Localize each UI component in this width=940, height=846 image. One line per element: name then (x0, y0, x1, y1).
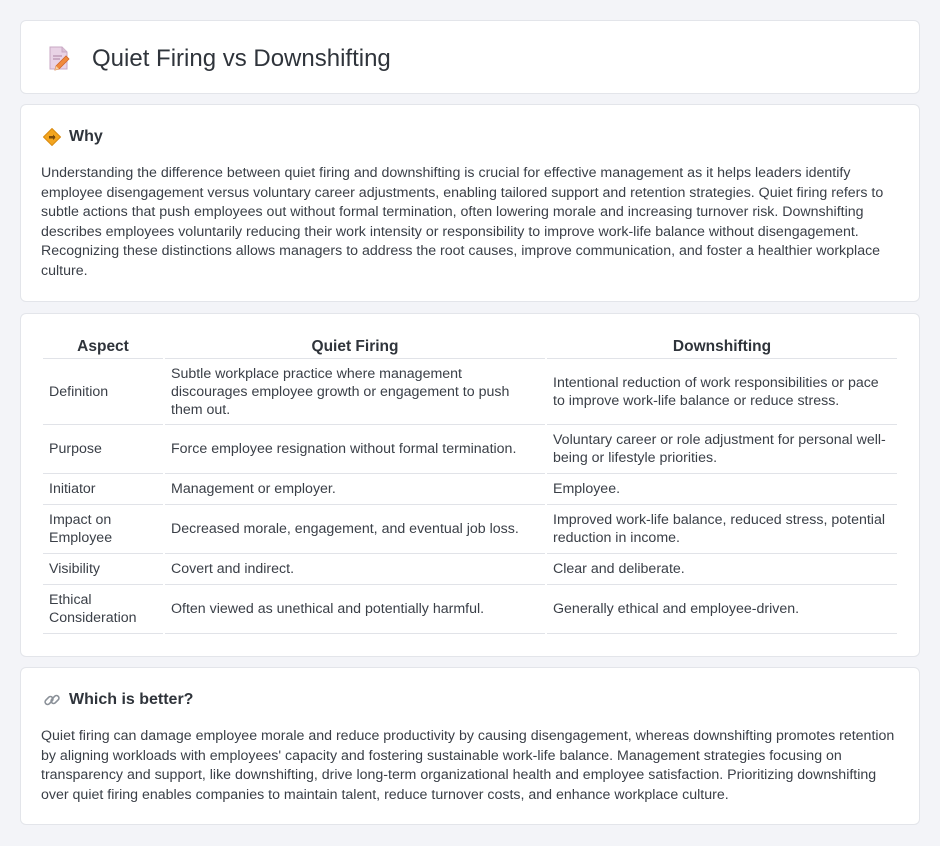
table-row (43, 425, 897, 474)
why-heading (43, 127, 103, 147)
column-header-downshifting: Downshifting (547, 334, 897, 359)
table-row (43, 585, 897, 634)
aspect-cell: Purpose (43, 425, 163, 474)
diamond-sign-icon (43, 128, 61, 146)
link-icon (43, 691, 61, 709)
header-card (20, 20, 920, 94)
quiet-firing-cell: Decreased morale, engagement, and eventual job loss. (165, 505, 545, 554)
table-row (43, 474, 897, 505)
aspect-cell: Definition (43, 359, 163, 425)
downshifting-cell: Generally ethical and employee-driven. (547, 585, 897, 634)
quiet-firing-cell: Often viewed as unethical and potentially harmful. (165, 585, 545, 634)
downshifting-cell: Improved work-life balance, reduced stress, potential reduction in income. (547, 505, 897, 554)
aspect-cell: Initiator (43, 474, 163, 505)
downshifting-cell: Clear and deliberate. (547, 554, 897, 585)
column-header-quiet-firing: Quiet Firing (165, 334, 545, 359)
table-row (43, 505, 897, 554)
page-title: Quiet Firing vs Downshifting (92, 45, 391, 72)
why-text: Understanding the difference between quiet firing and downshifting is crucial for effective management as it helps leaders identify employee disengagement versus voluntary career adjustments, enabling tailored support and retention strategies. Quiet firing refers to subtle actions that push employees out without formal termination, often lowering morale and increasing turnover risk. Downshifting describes employees voluntarily reducing their work intensity or responsibility to improve work-life balance without disengagement. Recognizing these distinctions allows managers to address the root causes, improve communication, and foster a healthier workplace culture. (41, 165, 884, 279)
why-title: Why (69, 128, 103, 145)
comparison-table (41, 334, 899, 634)
aspect-cell: Visibility (43, 554, 163, 585)
table-row (43, 554, 897, 585)
quiet-firing-cell: Management or employer. (165, 474, 545, 505)
better-text: Quiet firing can damage employee morale and reduce productivity by causing disengagement, whereas downshifting promotes retention by aligning workloads with employees' capacity and fostering sustainable work-life balance. Management strategies focusing on transparency and support, like downshifting, drive long-term organizational health and employee satisfaction. Prioritizing downshifting over quiet firing enables companies to maintain talent, reduce turnover costs, and enhance workplace culture. (41, 728, 895, 803)
aspect-cell: Impact on Employee (43, 505, 163, 554)
downshifting-cell: Intentional reduction of work responsibilities or pace to improve work-life balance or reduce stress. (547, 359, 897, 425)
better-heading (43, 690, 193, 710)
downshifting-cell: Voluntary career or role adjustment for personal well-being or lifestyle priorities. (547, 425, 897, 474)
why-section (20, 104, 920, 302)
quiet-firing-cell: Covert and indirect. (165, 554, 545, 585)
table-header-row (43, 334, 897, 359)
table-row (43, 359, 897, 425)
better-title: Which is better? (69, 691, 194, 708)
quiet-firing-cell: Force employee resignation without formal termination. (165, 425, 545, 474)
document-pencil-icon (47, 45, 71, 71)
comparison-section (20, 313, 920, 657)
downshifting-cell: Employee. (547, 474, 897, 505)
quiet-firing-cell: Subtle workplace practice where management discourages employee growth or engagement to push them out. (165, 359, 545, 425)
column-header-aspect: Aspect (43, 334, 163, 359)
aspect-cell: Ethical Consideration (43, 585, 163, 634)
which-is-better-section (20, 667, 920, 825)
